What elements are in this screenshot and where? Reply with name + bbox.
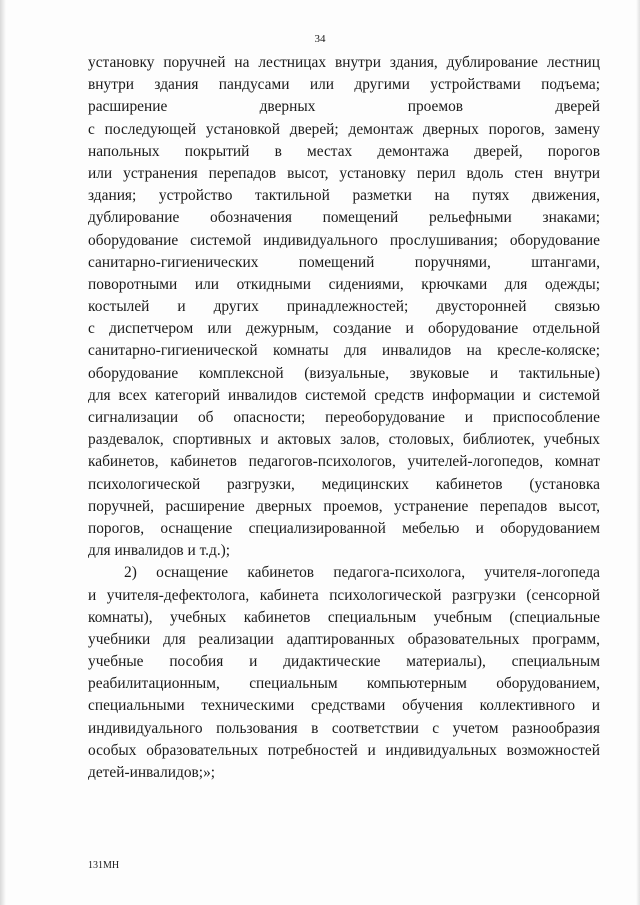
text-line: с последующей установкой дверей; демонтаж дверных порогов, замену — [88, 120, 600, 138]
scan-edge-right — [636, 0, 640, 905]
text-line: раздевалок, спортивных и актовых залов, столовых, библиотек, учебных — [88, 431, 600, 449]
text-line: кабинетов, кабинетов педагогов-психологов, учителей-логопедов, комнат — [88, 453, 600, 471]
text-line: учебники для реализации адаптированных образовательных программ, — [88, 630, 600, 648]
text-line: специальными техническими средствами обучения коллективного и — [88, 697, 600, 715]
text-line: или устранения перепадов высот, установку перил вдоль стен внутри — [88, 164, 600, 182]
text-line: психологической разгрузки, медицинских кабинетов (установка — [88, 475, 600, 493]
text-line: индивидуального пользования в соответствии с учетом разнообразия — [88, 719, 600, 737]
text-line: для инвалидов и т.д.); — [88, 542, 231, 560]
text-line: санитарно-гигиенической комнаты для инвалидов на кресле-коляске; — [88, 342, 600, 360]
text-line: учебные пособия и дидактические материалы), специальным — [88, 653, 600, 671]
page-number: 34 — [314, 33, 326, 45]
body-text — [88, 52, 600, 784]
text-line: и учителя-дефектолога, кабинета психологической разгрузки (сенсорной — [88, 586, 600, 604]
text-line: оборудование системой индивидуального прослушивания; оборудование — [88, 231, 600, 249]
paragraph-start-line: 2) оснащение кабинетов педагога-психолога, учителя-логопеда — [124, 564, 600, 582]
text-line: детей-инвалидов;»; — [88, 764, 216, 781]
text-line: костылей и других принадлежностей; двусторонней связью — [88, 298, 600, 316]
text-line: сигнализации об опасности; переоборудование и приспособление — [88, 409, 600, 426]
text-line: санитарно-гигиенических помещений поручнями, штангами, — [88, 253, 600, 271]
text-line: для всех категорий инвалидов системой средств информации и системой — [88, 386, 600, 404]
text-line: поручней, расширение дверных проемов, устранение перепадов высот, — [88, 497, 600, 515]
text-line: напольных покрытий в местах демонтажа дверей, порогов — [88, 142, 600, 160]
text-line: установку поручней на лестницах внутри здания, дублирование лестниц — [88, 54, 600, 71]
text-line: здания; устройство тактильной разметки на путях движения, — [88, 187, 600, 205]
text-line: поворотными или откидными сидениями, крючками для одежды; — [88, 275, 600, 293]
scan-edge-left — [0, 0, 6, 905]
text-line: комнаты), учебных кабинетов специальным учебным (специальные — [88, 608, 600, 626]
document-code: 131МН — [88, 860, 120, 871]
text-line: реабилитационным, специальным компьютерным оборудованием, — [88, 675, 600, 693]
text-line: расширение дверных проемов дверей — [88, 98, 600, 116]
text-line: дублирование обозначения помещений рельефными знаками; — [88, 209, 600, 227]
text-line: порогов, оснащение специализированной мебелью и оборудованием — [88, 519, 600, 537]
text-line: особых образовательных потребностей и индивидуальных возможностей — [88, 741, 600, 759]
text-line: с диспетчером или дежурным, создание и оборудование отдельной — [88, 320, 600, 338]
text-line: оборудование комплексной (визуальные, звуковые и тактильные) — [88, 364, 600, 382]
text-line: внутри здания пандусами или другими устройствами подъема; — [88, 76, 600, 94]
